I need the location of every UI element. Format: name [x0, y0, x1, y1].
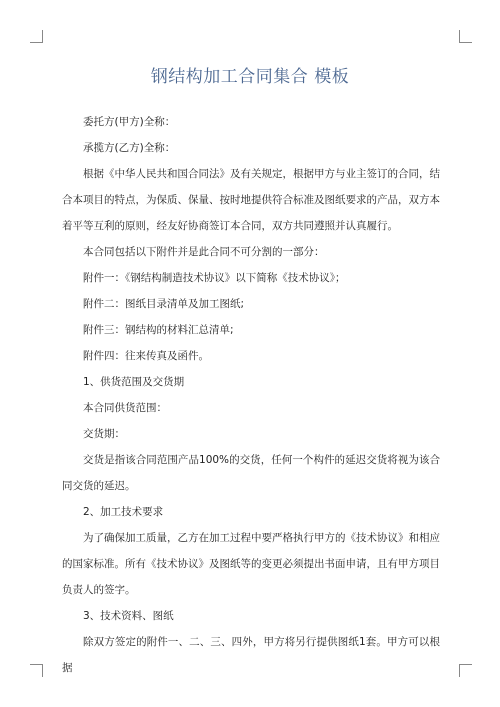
paragraph: 附件四：往来传真及函件。	[83, 350, 209, 362]
paragraph: 本合同供货范围：	[83, 402, 167, 414]
page-corner-mark-top-right	[459, 30, 472, 43]
section-heading: 1、供货范围及交货期	[83, 376, 185, 388]
section-heading: 3、技术资料、图纸	[83, 610, 174, 622]
paragraph: 本合同包括以下附件并是此合同不可分割的一部分：	[83, 246, 325, 258]
paragraph: 承揽方(乙方)全称：	[83, 142, 176, 154]
page-corner-mark-bottom-left	[30, 664, 43, 677]
page-corner-mark-top-left	[30, 30, 43, 43]
paragraph: 附件三：钢结构的材料汇总清单;	[83, 324, 234, 336]
paragraph: 委托方(甲方)全称：	[83, 116, 176, 128]
paragraph: 交货是指该合同范围产品100%的交货，任何一个构件的延迟交货将视为该合同交货的延迟。	[62, 454, 440, 492]
section-heading: 2、加工技术要求	[83, 506, 164, 518]
document-title: 钢结构加工合同集合 模板	[150, 67, 350, 87]
paragraph: 附件二：图纸目录清单及加工图纸;	[83, 298, 245, 310]
paragraph: 交货期：	[83, 428, 125, 440]
paragraph: 除双方签定的附件一、二、三、四外，甲方将另行提供图纸1套。甲方可以根据	[62, 636, 440, 674]
paragraph: 为了确保加工质量，乙方在加工过程中要严格执行甲方的《技术协议》和相应的国家标准。所有《技术协议》及图纸等的变更必须提出书面申请，且有甲方项目负责人的签字。	[62, 532, 440, 596]
page-corner-mark-bottom-right	[459, 664, 472, 677]
document-body	[62, 109, 440, 681]
paragraph: 附件一：《钢结构制造技术协议》以下简称《技术协议》；	[83, 272, 346, 284]
paragraph: 根据《中华人民共和国合同法》及有关规定，根据甲方与业主签订的合同，结合本项目的特点，为保质、保量、按时地提供符合标准及图纸要求的产品，双方本着平等互利的原则，经友好协商签订本合同，双方共同遵照并认真履行。	[62, 168, 440, 232]
